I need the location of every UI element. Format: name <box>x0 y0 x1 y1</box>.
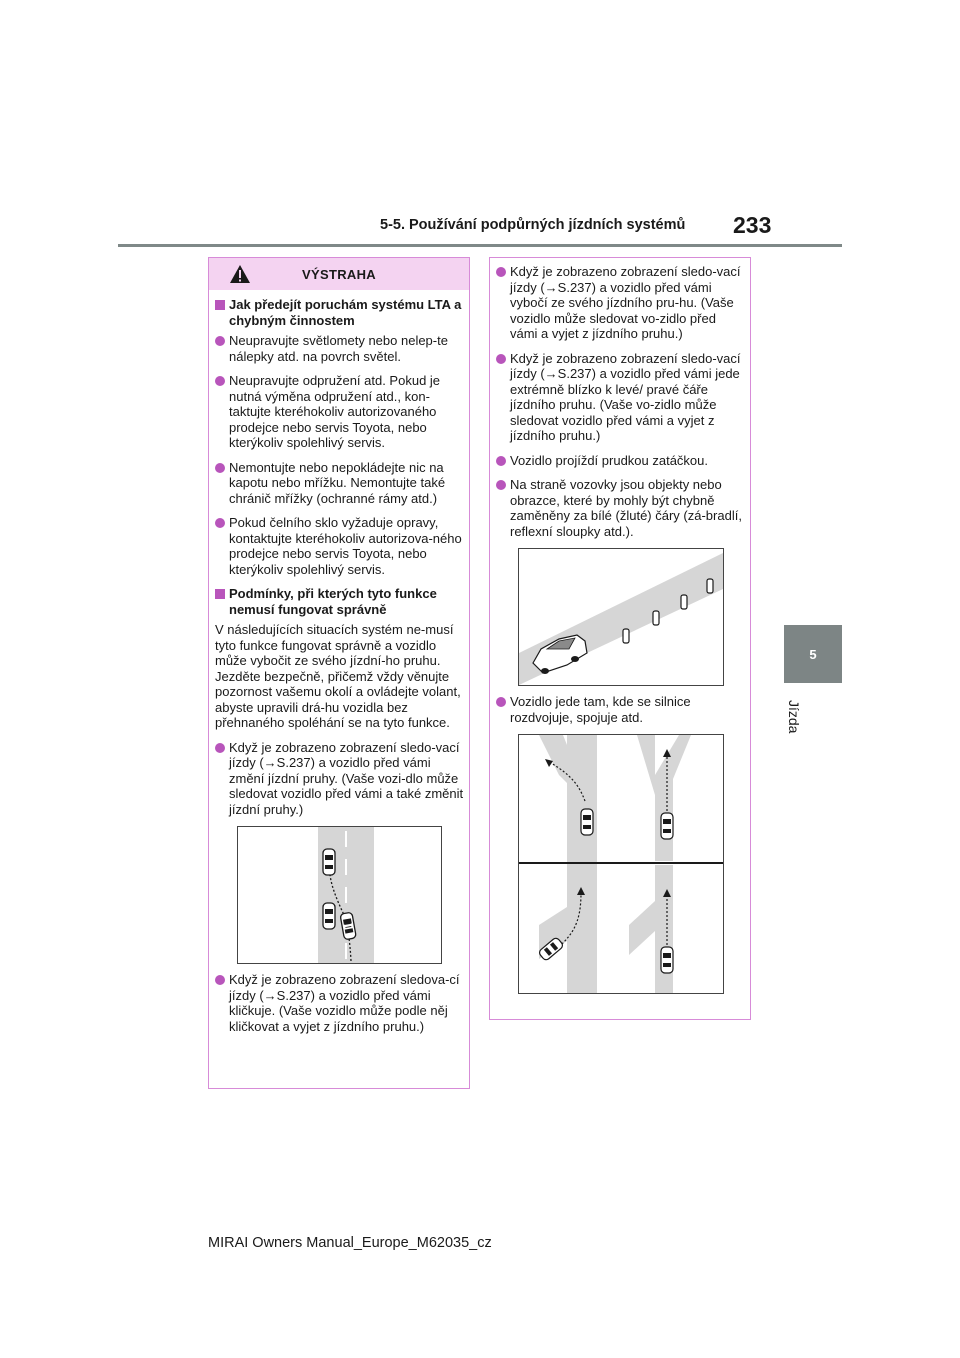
car-icon <box>661 813 673 839</box>
list-item: Neupravujte světlomety nebo nelep-te nálepky atd. na povrch světel. <box>215 333 464 364</box>
list-item: Vozidlo projíždí prudkou zatáčkou. <box>496 453 745 469</box>
round-bullet-icon <box>496 456 506 466</box>
round-bullet-icon <box>496 480 506 490</box>
footer-manual-id: MIRAI Owners Manual_Europe_M62035_cz <box>208 1235 492 1251</box>
conditions-paragraph: V následujících situacích systém ne-musí tyto funkce fungovat správně a vozidlo může vybočit ze svého jízdní-ho pruhu. Jezděte bezpečně, přičemž vždy věnujte pozornost vašemu okolí a ovládejte volant, abyste upravili drá-hu vozidla bez přehnaného spoléhání se na tyto funkce. <box>215 622 461 730</box>
header-divider <box>118 244 842 247</box>
list-item: Když je zobrazeno zobrazení sledo-vací jízdy (→S.237) a vozidlo před vámi jede extrémně blízko k levé/ pravé čáře jízdního pruhu. (Vaše vo-zidlo může sledovat vozidlo před vámi a vyjet z jízdního pruhu.) <box>496 351 745 444</box>
round-bullet-icon <box>496 267 506 277</box>
round-bullet-icon <box>215 975 225 985</box>
car-icon <box>661 947 673 973</box>
round-bullet-icon <box>215 336 225 346</box>
square-bullet-icon <box>215 300 225 310</box>
list-item: Na straně vozovky jsou objekty nebo obrazce, které by mohly být chybně zaměněny za bílé (žluté) čáry (zá-bradlí, reflexní sloupky atd.). <box>496 477 745 539</box>
warning-title: VÝSTRAHA <box>302 266 376 282</box>
list-item: Pokud čelního sklo vyžaduje opravy, kontaktujte kteréhokoliv autorizova-ného prodejce nebo servis Toyota, nebo kterýkoliv spolehlivý servis. <box>215 515 464 577</box>
section-title-conditions: Podmínky, při kterých tyto funkce nemusí fungovat správně <box>215 586 464 617</box>
list-item: Když je zobrazeno zobrazení sledo-vací jízdy (→S.237) a vozidlo před vámi změní jízdní pruhy. (Vaše vozi-dlo může sledovat vozidlo před vámi a také změnit jízdní pruhy.) <box>215 740 464 818</box>
section-header-title: 5-5. Používání podpůrných jízdních systémů <box>380 217 686 233</box>
list-item: Když je zobrazeno zobrazení sledo-vací jízdy (→S.237) a vozidlo před vámi vybočí ze svého jízdního pru-hu. (Vaše vozidlo může sledovat vo-zidlo před vámi a vyjet z jízdního pruhu.) <box>496 264 745 342</box>
list-item: Nemontujte nebo nepokládejte nic na kapotu nebo mřížku. Nemontujte také chránič mřížky (ochranné rámy atd.) <box>215 460 464 507</box>
warning-box-right <box>489 257 751 1020</box>
round-bullet-icon <box>215 463 225 473</box>
sedan-car-icon <box>533 635 587 674</box>
lane-change-illustration <box>237 826 442 964</box>
round-bullet-icon <box>496 697 506 707</box>
list-item: Vozidlo jede tam, kde se silnice rozdvojuje, spojuje atd. <box>496 694 745 725</box>
car-icon <box>323 903 335 929</box>
warning-triangle-icon <box>229 264 251 284</box>
page-number: 233 <box>733 212 772 238</box>
list-item: Neupravujte odpružení atd. Pokud je nutná výměna odpružení atd., kon-taktujte kteréhokoliv autorizovaného prodejce nebo servis Toyota, nebo kterýkoliv spolehlivý servis. <box>215 373 464 451</box>
chapter-tab[interactable]: 5 <box>784 625 842 683</box>
round-bullet-icon <box>496 354 506 364</box>
section-title-prevent-faults: Jak předejít poruchám systému LTA a chybným činnostem <box>215 297 464 328</box>
round-bullet-icon <box>215 518 225 528</box>
warning-header <box>209 258 469 290</box>
car-icon <box>581 809 593 835</box>
warning-box-left <box>208 257 470 1089</box>
road-split-merge-illustration <box>518 734 724 994</box>
square-bullet-icon <box>215 589 225 599</box>
roadside-objects-illustration <box>518 548 724 686</box>
chapter-label: Jízda <box>786 700 802 734</box>
round-bullet-icon <box>215 743 225 753</box>
round-bullet-icon <box>215 376 225 386</box>
list-item: Když je zobrazeno zobrazení sledova-cí jízdy (→S.237) a vozidlo před vámi kličkuje. (Vaše vozidlo může podle něj kličkovat a vyjet z jízdního pruhu.) <box>215 972 464 1034</box>
car-icon <box>323 849 335 875</box>
